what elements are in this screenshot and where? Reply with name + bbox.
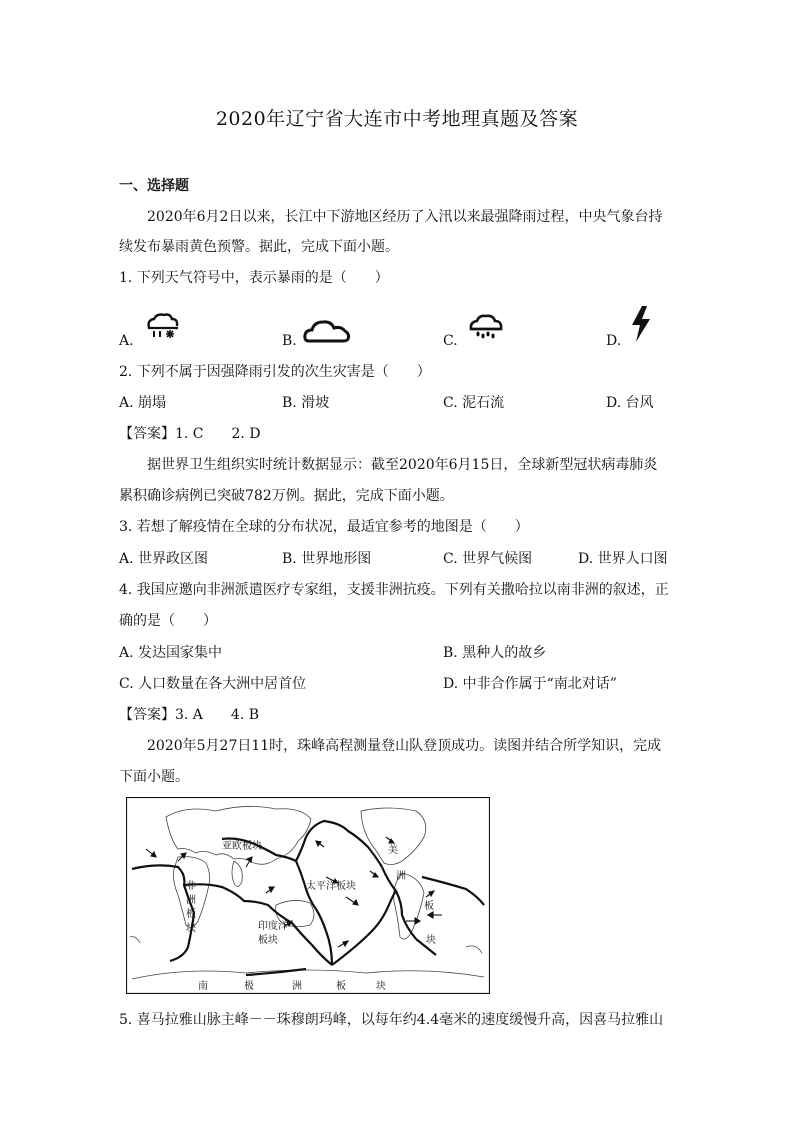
q3-option-c: C. 世界气候图 [443, 551, 533, 567]
q4-option-a: A. 发达国家集中 [119, 645, 223, 661]
q2-option-d: D. 台风 [606, 395, 654, 411]
q4-option-d: D. 中非合作属于“南北对话” [443, 676, 617, 692]
thunder-lightning-icon [629, 305, 653, 347]
antarctic-plate-char-5: 块 [376, 981, 386, 992]
q2-option-b: B. 滑坡 [282, 395, 330, 411]
heavy-rain-icon [466, 312, 506, 346]
cloudy-icon [303, 318, 351, 348]
antarctic-plate-char-3: 洲 [292, 981, 302, 992]
antarctic-plate-char-4: 板 [336, 981, 346, 992]
q1-option-c-label: C. [443, 333, 458, 349]
q3-option-b: B. 世界地形图 [282, 551, 372, 567]
america-plate-char-2: 洲 [396, 871, 406, 882]
section-heading: 一、选择题 [119, 178, 189, 194]
intro-paragraph-3-line-2: 下面小题。 [119, 769, 189, 785]
africa-plate-char-4: 块 [186, 923, 196, 934]
q4-option-c: C. 人口数量在各大洲中居首位 [119, 676, 307, 692]
q4-option-b: B. 黑种人的故乡 [443, 645, 547, 661]
q1-option-a-label: A. [119, 333, 134, 349]
indian-plate-label-line-1: 印度洋 [258, 921, 288, 932]
question-4-stem-line-1: 4. 我国应邀向非洲派遣医疗专家组，支援非洲抗疫。下列有关撒哈拉以南非洲的叙述，正 [119, 582, 669, 598]
answer-block-2: 【答案】3. A 4. B [119, 707, 260, 723]
africa-plate-char-3: 板 [186, 909, 196, 920]
africa-plate-char-2: 洲 [186, 895, 196, 906]
intro-paragraph-2-line-2: 累积确诊病例已突破782万例。据此，完成下面小题。 [119, 488, 454, 504]
q1-option-d-label: D. [606, 333, 622, 349]
page-title: 2020年辽宁省大连市中考地理真题及答案 [215, 108, 579, 130]
america-plate-char-1: 美 [388, 845, 398, 856]
intro-paragraph-2-line-1: 据世界卫生组织实时统计数据显示：截至2020年6月15日，全球新型冠状病毒肺炎 [147, 457, 658, 473]
question-1-stem: 1. 下列天气符号中，表示暴雨的是（ ） [119, 270, 389, 286]
intro-paragraph-1-line-1: 2020年6月2日以来，长江中下游地区经历了入汛以来最强降雨过程，中央气象台持 [147, 209, 663, 225]
pacific-plate-label: 太平洋板块 [306, 881, 356, 892]
africa-plate-char-1: 非 [186, 881, 196, 892]
q3-option-d: D. 世界人口图 [578, 551, 668, 567]
intro-paragraph-3-line-1: 2020年5月27日11时，珠峰高程测量登山队登顶成功。读图并结合所学知识，完成 [147, 738, 662, 754]
intro-paragraph-1-line-2: 续发布暴雨黄色预警。据此，完成下面小题。 [119, 239, 399, 255]
america-plate-char-4: 块 [426, 935, 436, 946]
indian-plate-label-line-2: 板块 [258, 935, 278, 946]
question-4-stem-line-2: 确的是（ ） [119, 613, 217, 629]
eurasia-plate-label: 亚欧板块 [222, 841, 262, 852]
america-plate-char-3: 板 [424, 901, 434, 912]
q3-option-a: A. 世界政区图 [119, 551, 209, 567]
sleet-cloud-icon [143, 310, 183, 344]
antarctic-plate-char-1: 南 [198, 981, 208, 992]
question-3-stem: 3. 若想了解疫情在全球的分布状况，最适宜参考的地图是（ ） [119, 519, 529, 535]
question-2-stem: 2. 下列不属于因强降雨引发的次生灾害是（ ） [119, 364, 431, 380]
question-5-stem-line-1: 5. 喜马拉雅山脉主峰－－珠穆朗玛峰，以每年约4.4毫米的速度缓慢升高，因喜马拉雅山 [119, 1012, 664, 1028]
antarctic-plate-char-2: 极 [244, 981, 254, 992]
plate-tectonics-map [126, 797, 490, 994]
q1-option-b-label: B. [282, 333, 297, 349]
answer-block-1: 【答案】1. C 2. D [119, 426, 261, 442]
q2-option-a: A. 崩塌 [119, 395, 167, 411]
q2-option-c: C. 泥石流 [443, 395, 505, 411]
